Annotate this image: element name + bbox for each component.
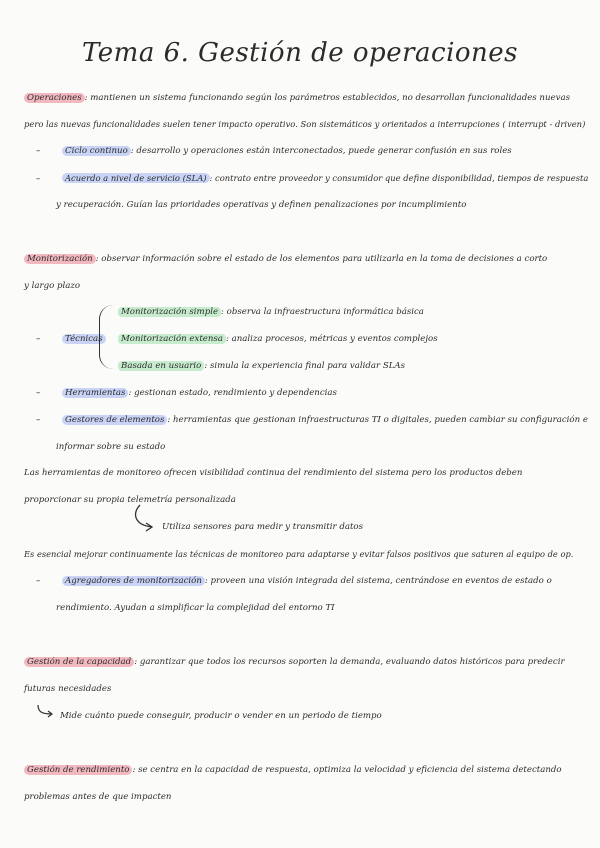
tecnicas-bullet	[36, 333, 106, 345]
rendimiento-line-1	[24, 764, 562, 776]
capacidad-note: Mide cuánto puede conseguir, producir o vender en un periodo de tiempo	[60, 711, 382, 721]
hook-arrow-icon	[36, 704, 56, 718]
dash: –	[36, 146, 41, 156]
operaciones-term: Operaciones	[24, 93, 85, 103]
tecnicas-term: Técnicas	[62, 334, 106, 344]
gestores-text-1: : herramientas que gestionan infraestructuras TI o digitales, pueden cambiar su configuración e	[167, 415, 588, 425]
simple-item	[118, 306, 424, 318]
monitorizacion-line-1	[24, 253, 547, 265]
monitorizacion-text-1: : observar información sobre el estado de los elementos para utilizarla en la toma de decisiones a corto	[95, 254, 548, 264]
gestores-term: Gestores de elementos	[62, 415, 167, 425]
simple-text: : observa la infraestructura informática básica	[221, 307, 424, 317]
agregadores-text-1: : proveen una visión integrada del sistema, centrándose en eventos de estado o	[204, 576, 552, 586]
paragraph-2: Es esencial mejorar continuamente las técnicas de monitoreo para adaptarse y evitar falsos positivos que saturen al equipo de op.	[24, 549, 574, 559]
dash: –	[36, 334, 41, 344]
extensa-term: Monitorización extensa	[118, 334, 226, 344]
rendimiento-term: Gestión de rendimiento	[24, 765, 132, 775]
page-title: Tema 6. Gestión de operaciones	[81, 38, 519, 68]
usuario-item	[118, 360, 405, 372]
gestores-bullet	[36, 414, 588, 426]
capacidad-term: Gestión de la capacidad	[24, 657, 134, 667]
monitorizacion-line-2: y largo plazo	[24, 281, 81, 291]
tecnicas-brace	[99, 305, 114, 369]
agregadores-term: Agregadores de monitorización	[62, 576, 205, 586]
operaciones-line-1	[24, 92, 570, 104]
herramientas-term: Herramientas	[62, 388, 128, 398]
dash: –	[36, 415, 41, 425]
usuario-text: : simula la experiencia final para validar SLAs	[204, 361, 406, 371]
dash: –	[36, 388, 41, 398]
simple-term: Monitorización simple	[118, 307, 221, 317]
gestores-text-2: informar sobre su estado	[56, 442, 166, 452]
operaciones-line-2: pero las nuevas funcionalidades suelen tener impacto operativo. Son sistemáticos y orientados a interrupciones ( interrupt - driven)	[24, 119, 586, 129]
herramientas-bullet	[36, 387, 337, 399]
usuario-term: Basada en usuario	[118, 361, 204, 371]
sla-bullet	[36, 172, 588, 184]
capacidad-line-1	[24, 656, 565, 668]
agregadores-text-2: rendimiento. Ayudan a simplificar la complejidad del entorno TI	[56, 603, 335, 613]
extensa-item	[118, 333, 438, 345]
capacidad-line-2: futuras necesidades	[24, 684, 112, 694]
sla-text-1: : contrato entre proveedor y consumidor que define disponibilidad, tiempos de respuesta	[209, 173, 589, 183]
ciclo-bullet	[36, 145, 512, 157]
rendimiento-line-2: problemas antes de que impacten	[24, 792, 172, 802]
paragraph-1-line-2: proporcionar su propia telemetría personalizada	[24, 495, 236, 505]
capacidad-text-1: : garantizar que todos los recursos soporten la demanda, evaluando datos históricos para predecir	[134, 657, 565, 667]
agregadores-bullet	[36, 575, 552, 587]
monitorizacion-term: Monitorización	[24, 254, 96, 264]
ciclo-text: : desarrollo y operaciones están interconectados, puede generar confusión en sus roles	[130, 146, 512, 156]
sla-term: Acuerdo a nivel de servicio (SLA)	[62, 173, 210, 183]
ciclo-term: Ciclo continuo	[62, 146, 131, 156]
rendimiento-text-1: : se centra en la capacidad de respuesta, optimiza la velocidad y eficiencia del sistema detectando	[132, 765, 562, 775]
dash: –	[36, 576, 41, 586]
operaciones-text-1: : mantienen un sistema funcionando según los parámetros establecidos, no desarrollan funcionalidades nuevas	[84, 93, 570, 103]
arrow-note: Utiliza sensores para medir y transmitir datos	[162, 522, 364, 532]
curved-arrow-icon	[130, 503, 160, 535]
paragraph-1-line-1: Las herramientas de monitoreo ofrecen visibilidad continua del rendimiento del sistema pero los productos deben	[24, 468, 523, 478]
dash: –	[36, 173, 41, 183]
sla-text-2: y recuperación. Guían las prioridades operativas y definen penalizaciones por incumplimiento	[56, 200, 467, 210]
extensa-text: : analiza procesos, métricas y eventos complejos	[225, 334, 438, 344]
herramientas-text: : gestionan estado, rendimiento y dependencias	[128, 388, 337, 398]
